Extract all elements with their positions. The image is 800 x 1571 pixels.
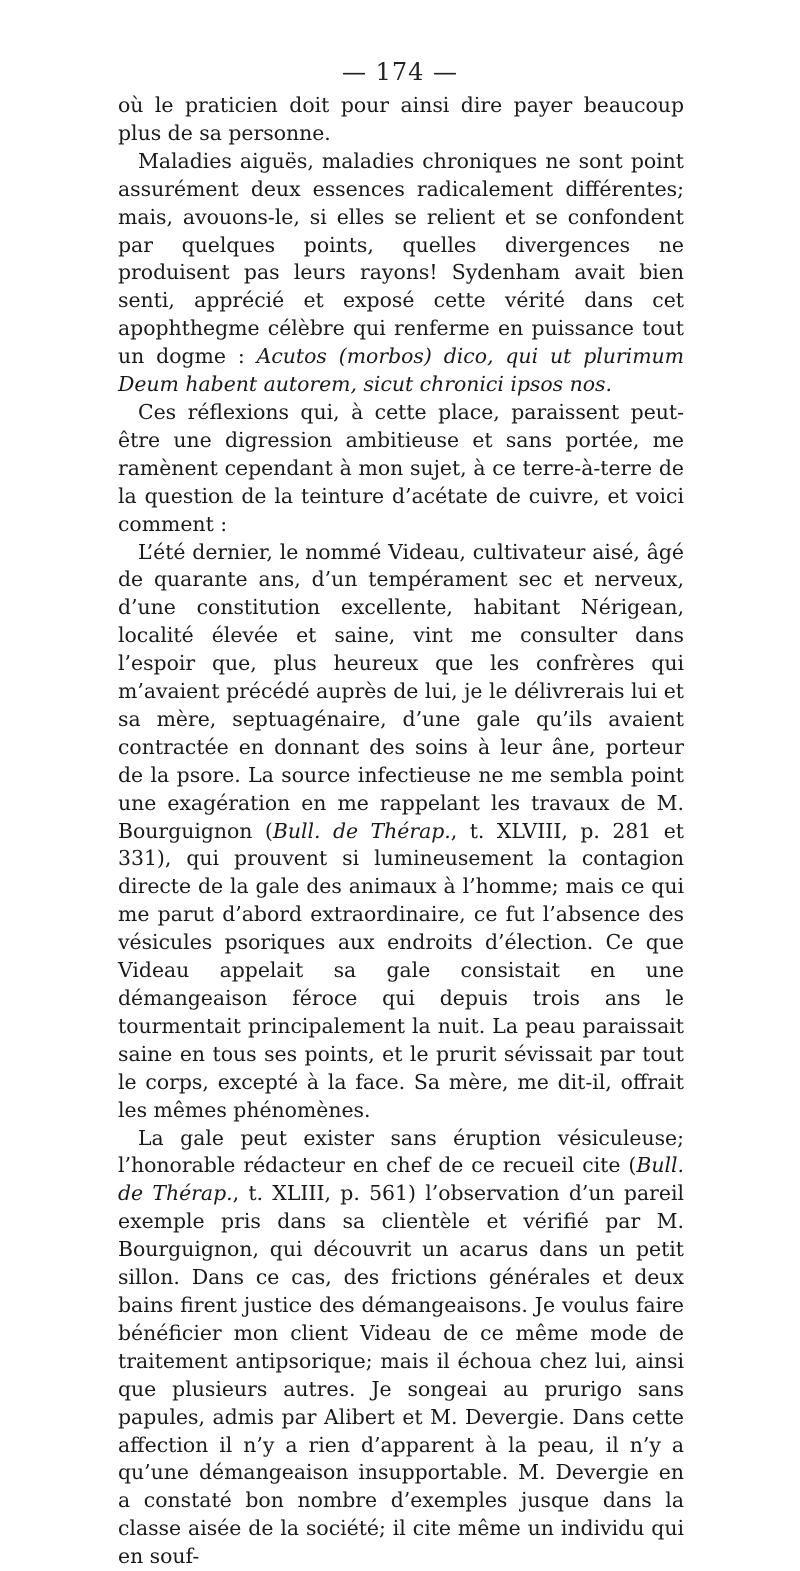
- italic-text: Acutos (morbos) dico, qui ut plurimum Deum habent autorem, sicut chronici ipsos nos.: [118, 344, 684, 397]
- paragraph: [118, 399, 684, 539]
- paragraph: [118, 92, 684, 148]
- text-run: , t. XLIII, p. 561) l’observation d’un pareil exemple pris dans sa clientèle et vérifié par M. Bourguignon, qui découvrit un acarus dans un petit sillon. Dans ce cas, des frictions générales et deux bains firent justice des démangeaisons. Je voulus faire bénéficier mon client Videau de ce même mode de traitement antipsorique; mais il échoua chez lui, ainsi que plusieurs autres. Je songeai au prurigo sans papules, admis par Alibert et M. Devergie. Dans cette affection il n’y a rien d’apparent à la peau, il n’y a qu’une démangeaison insupportable. M. Devergie en a constaté bon nombre d’exemples jusque dans la classe aisée de la société; il cite même un individu qui en souf-: [118, 1181, 684, 1569]
- text-run: Maladies aiguës, maladies chroniques ne sont point assurément deux essences radicalement différentes; mais, avouons-le, si elles se relient et se confondent par quelques points, quelles divergences ne produisent pas leurs rayons! Sydenham avait bien senti, apprécié et exposé cette vérité dans cet apophthegme célèbre qui renferme en puissance tout un dogme :: [118, 148, 684, 369]
- paragraph: [118, 539, 684, 1125]
- italic-text: Bull. de Thérap.: [118, 1153, 684, 1206]
- body-text: [118, 92, 684, 1571]
- page-number: — 174 —: [341, 58, 459, 86]
- text-run: , t. XLVIII, p. 281 et 331), qui prouvent si lumineusement la contagion directe de la gale des animaux à l’homme; mais ce qui me parut d’abord extraordinaire, ce fut l’absence des vésicules psoriques aux endroits d’élection. Ce que Videau appelait sa gale consistait en une démangeaison féroce qui depuis trois ans le tourmentait principalement la nuit. La peau paraissait saine en tous ses points, et le prurit sévissait par tout le corps, excepté à la face. Sa mère, me dit-il, offrait les mêmes phénomènes.: [118, 818, 684, 1122]
- italic-text: Bull. de Thérap.: [272, 818, 451, 843]
- text-run: où le praticien doit pour ainsi dire payer beaucoup plus de sa personne.: [118, 93, 684, 145]
- text-run: L’été dernier, le nommé Videau, cultivateur aisé, âgé de quarante ans, d’un tempérament sec et nerveux, d’une constitution excellente, habitant Nérigean, localité élevée et saine, vint me consulter dans l’espoir que, plus heureux que les confrères qui m’avaient précédé auprès de lui, je le délivrerais lui et sa mère, septuagénaire, d’une gale qu’ils avaient contractée en donnant des soins à leur âne, porteur de la psore. La source infectieuse ne me sembla point une exagération en me rappelant les travaux de M. Bourguignon (: [118, 539, 684, 843]
- text-run: Ces réflexions qui, à cette place, paraissent peut-être une digression ambitieuse et sans portée, me ramènent cependant à mon sujet, à ce terre-à-terre de la question de la teinture d’acétate de cuivre, et voici comment :: [118, 399, 684, 536]
- paragraph: [118, 1125, 684, 1571]
- paragraph: [118, 148, 684, 399]
- text-run: La gale peut exister sans éruption vésiculeuse; l’honorable rédacteur en chef de ce recueil cite (: [118, 1125, 684, 1178]
